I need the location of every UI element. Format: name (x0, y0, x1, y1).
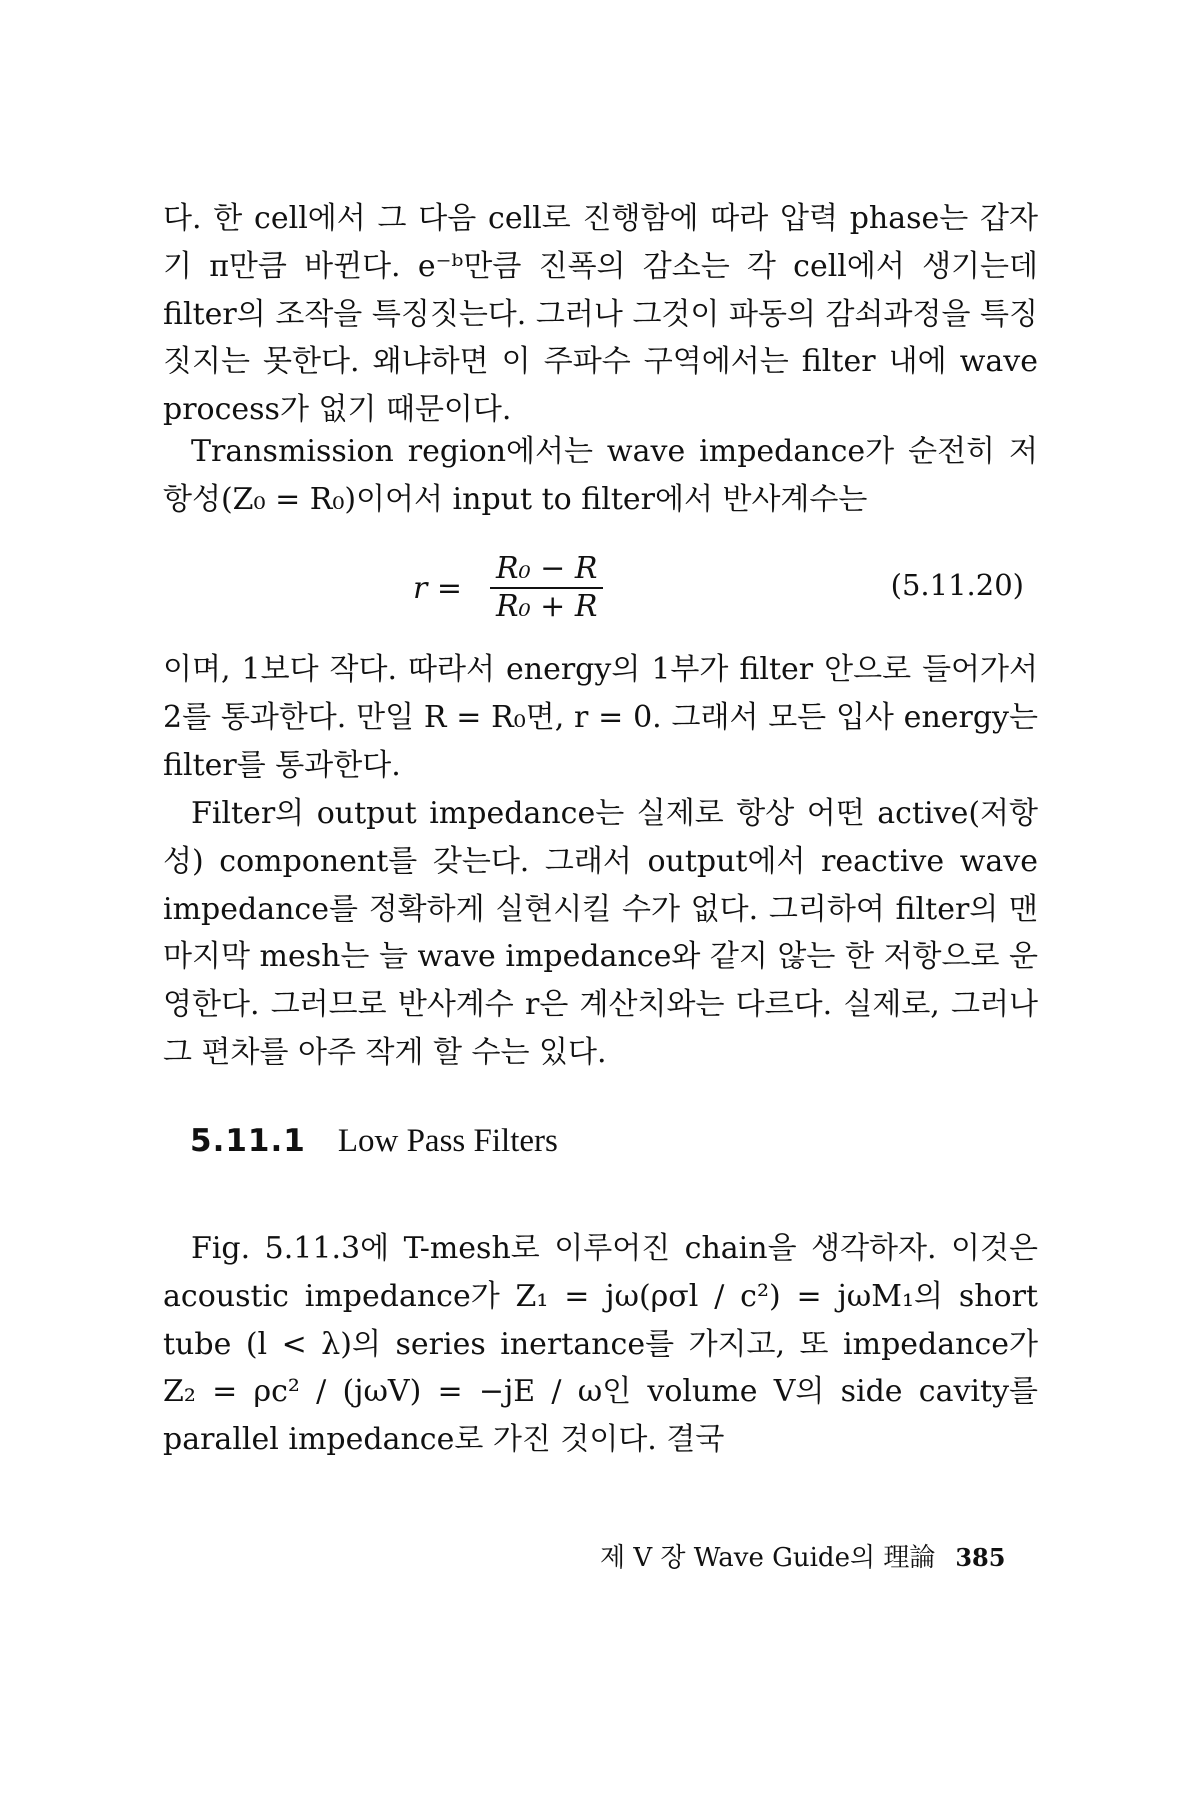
equation-number: (5.11.20) (890, 568, 1024, 602)
equation-lhs: r = (413, 570, 463, 606)
section-title: Low Pass Filters (337, 1123, 558, 1159)
equation-denominator: R₀ + R (496, 589, 598, 624)
equation-numerator: R₀ − R (496, 551, 598, 586)
paragraph-wave-process: 다. 한 cell에서 그 다음 cell로 진행함에 따라 압력 phase는 갑자기 π만큼 바뀐다. e⁻ᵇ만큼 진폭의 감소는 각 cell에서 생기는데 filter의 조작을 특징짓는다. 그러나 그것이 파동의 감쇠과정을 특징짓지는 못한다. 왜냐하면 이 주파수 구역에서는 filter 내에 wave process가 없기 때문이다. (163, 201, 1038, 428)
section-number: 5.11.1 (190, 1123, 306, 1159)
footer-chapter-title: 제 V 장 Wave Guide의 理論 (600, 1543, 936, 1573)
paragraph-energy-passing: 이며, 1보다 작다. 따라서 energy의 1부가 filter 안으로 들어가서 2를 통과한다. 만일 R = R₀면, r = 0. 그래서 모든 입사 energy는 filter를 통과한다. (163, 652, 1038, 783)
paragraph-t-mesh-chain: Fig. 5.11.3에 T-mesh로 이루어진 chain을 생각하자. 이것은 acoustic impedance가 Z₁ = jω(ρσl / c²) = jωM₁의 short tube (l < λ)의 series inertance를 가지고, 또 impedance가 Z₂ = ρc² / (jωV) = −jE / ω인 volume V의 side cavity를 parallel impedance로 가진 것이다. 결국 (163, 1231, 1038, 1458)
paragraph-transmission-region: Transmission region에서는 wave impedance가 순전히 저항성(Z₀ = R₀)이어서 input to filter에서 반사계수는 (163, 434, 1038, 517)
equation-reflection-coefficient (163, 548, 1038, 628)
page-number: 385 (955, 1543, 1006, 1572)
equation-fraction (490, 551, 603, 625)
equation-body (413, 548, 603, 628)
paragraph-output-impedance: Filter의 output impedance는 실제로 항상 어떤 active(저항성) component를 갖는다. 그래서 output에서 reactive wave impedance를 정확하게 실현시킬 수가 없다. 그리하여 filter의 맨 마지막 mesh는 늘 wave impedance와 같지 않는 한 저항으로 운영한다. 그러므로 반사계수 r은 계산치와는 다르다. 실제로, 그러나 그 편차를 아주 작게 할 수는 있다. (163, 796, 1038, 1070)
page-footer (600, 1537, 1005, 1574)
section-heading (190, 1123, 558, 1160)
